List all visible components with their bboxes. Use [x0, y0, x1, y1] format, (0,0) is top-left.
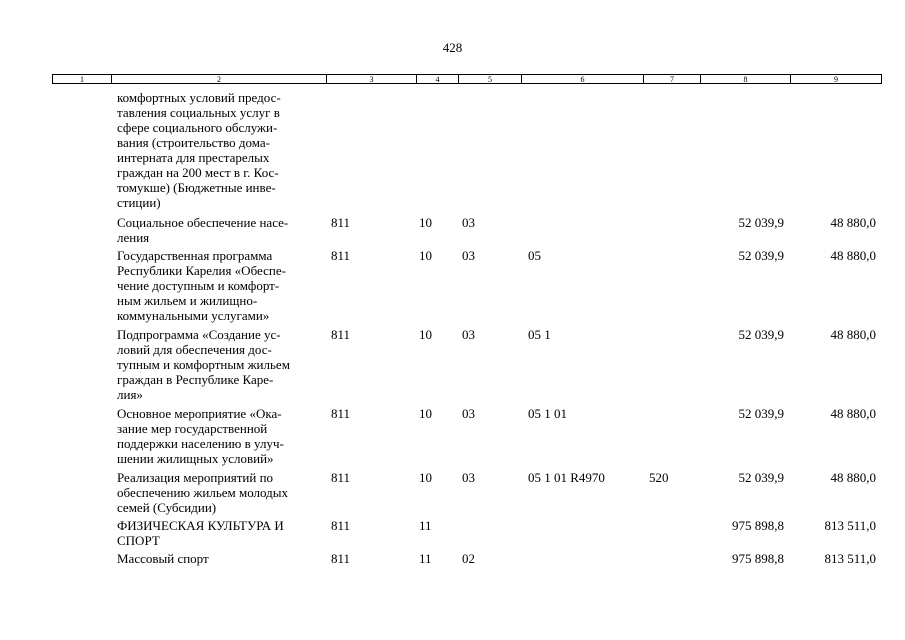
description-line: семей (Субсидии) [117, 499, 217, 515]
cell-c9: 48 880,0 [830, 469, 876, 485]
description-line: ловий для обеспечения дос- [117, 342, 272, 357]
cell-c5: 03 [462, 469, 475, 485]
cell-c9: 48 880,0 [830, 248, 876, 263]
description-line: тавления социальных услуг в [117, 105, 280, 120]
description-line: сфере социального обслужи- [117, 120, 278, 135]
header-col-3: 3 [326, 75, 416, 83]
row-description [117, 518, 323, 548]
description-line: Реализация мероприятий по [117, 469, 274, 485]
cell-c3: 811 [331, 469, 351, 485]
description-line: Подпрограмма «Создание ус- [117, 327, 281, 342]
description-line: ФИЗИЧЕСКАЯ КУЛЬТУРА И [117, 517, 284, 533]
cell-c5: 02 [462, 550, 475, 566]
description-line: граждан на 200 мест в г. Кос- [117, 165, 279, 180]
cell-c8: 52 039,9 [738, 469, 784, 485]
cell-c9: 813 511,0 [824, 517, 876, 533]
cell-c3: 811 [331, 406, 351, 421]
row-description [117, 90, 323, 210]
cell-c4: 11 [419, 517, 432, 533]
description-line: СПОРТ [117, 532, 160, 548]
cell-c4: 10 [419, 406, 432, 421]
cell-c8: 52 039,9 [738, 327, 784, 342]
description-line: тупным и комфортным жильем [117, 357, 290, 372]
cell-c4: 11 [419, 550, 432, 566]
cell-c9: 813 511,0 [824, 550, 876, 566]
header-col-6: 6 [521, 75, 643, 83]
description-line: коммунальными услугами» [117, 308, 270, 323]
row-description [117, 551, 323, 566]
cell-c4: 10 [419, 215, 432, 231]
cell-c3: 811 [331, 248, 351, 263]
cell-c9: 48 880,0 [830, 215, 876, 231]
description-line: Государственная программа [117, 248, 273, 263]
cell-c6: 05 1 [528, 327, 551, 342]
header-col-1: 1 [80, 75, 84, 84]
cell-c4: 10 [419, 469, 432, 485]
description-line: интерната для престарелых [117, 150, 270, 165]
description-line: Республики Карелия «Обеспе- [117, 263, 286, 278]
table-header [52, 74, 882, 84]
description-line: Массовый спорт [117, 550, 209, 566]
cell-c5: 03 [462, 215, 475, 231]
cell-c8: 52 039,9 [738, 215, 784, 231]
row-description [117, 470, 323, 515]
cell-c3: 811 [331, 550, 351, 566]
cell-c9: 48 880,0 [830, 327, 876, 342]
cell-c5: 03 [462, 327, 475, 342]
cell-c4: 10 [419, 248, 432, 263]
description-line: Основное мероприятие «Ока- [117, 406, 282, 421]
cell-c7: 520 [649, 469, 669, 485]
description-line: Социальное обеспечение насе- [117, 215, 289, 231]
row-description [117, 406, 323, 466]
header-col-8: 8 [700, 75, 790, 83]
description-line: зание мер государственной [117, 421, 268, 436]
cell-c5: 03 [462, 248, 475, 263]
cell-c3: 811 [331, 517, 351, 533]
cell-c5: 03 [462, 406, 475, 421]
description-line: лия» [117, 387, 143, 402]
cell-c9: 48 880,0 [830, 406, 876, 421]
cell-c3: 811 [331, 327, 351, 342]
header-col-4: 4 [416, 75, 458, 83]
cell-c6: 05 1 01 R4970 [528, 469, 605, 485]
description-line: вания (строительство дома- [117, 135, 270, 150]
row-description [117, 327, 323, 402]
header-col-9: 9 [790, 75, 881, 83]
description-line: шении жилищных условий» [117, 451, 274, 466]
description-line: поддержки населению в улуч- [117, 436, 284, 451]
cell-c8: 975 898,8 [732, 517, 784, 533]
page-number: 428 [442, 40, 463, 55]
cell-c8: 52 039,9 [738, 406, 784, 421]
cell-c8: 975 898,8 [732, 550, 784, 566]
header-col-5: 5 [458, 75, 521, 83]
row-description [117, 248, 323, 323]
cell-c8: 52 039,9 [738, 248, 784, 263]
header-col-2: 2 [111, 75, 326, 83]
description-line: стиции) [117, 195, 161, 210]
row-description [117, 215, 323, 245]
cell-c4: 10 [419, 327, 432, 342]
header-col-7: 7 [643, 75, 700, 83]
cell-c6: 05 [528, 248, 541, 263]
description-line: комфортных условий предос- [117, 90, 281, 105]
description-line: обеспечению жильем молодых [117, 484, 289, 500]
cell-c6: 05 1 01 [528, 406, 567, 421]
cell-c3: 811 [331, 215, 351, 231]
description-line: ным жильем и жилищно- [117, 293, 258, 308]
description-line: томукше) (Бюджетные инве- [117, 180, 276, 195]
description-line: чение доступным и комфорт- [117, 278, 280, 293]
description-line: ления [117, 230, 150, 246]
description-line: граждан в Республике Каре- [117, 372, 274, 387]
